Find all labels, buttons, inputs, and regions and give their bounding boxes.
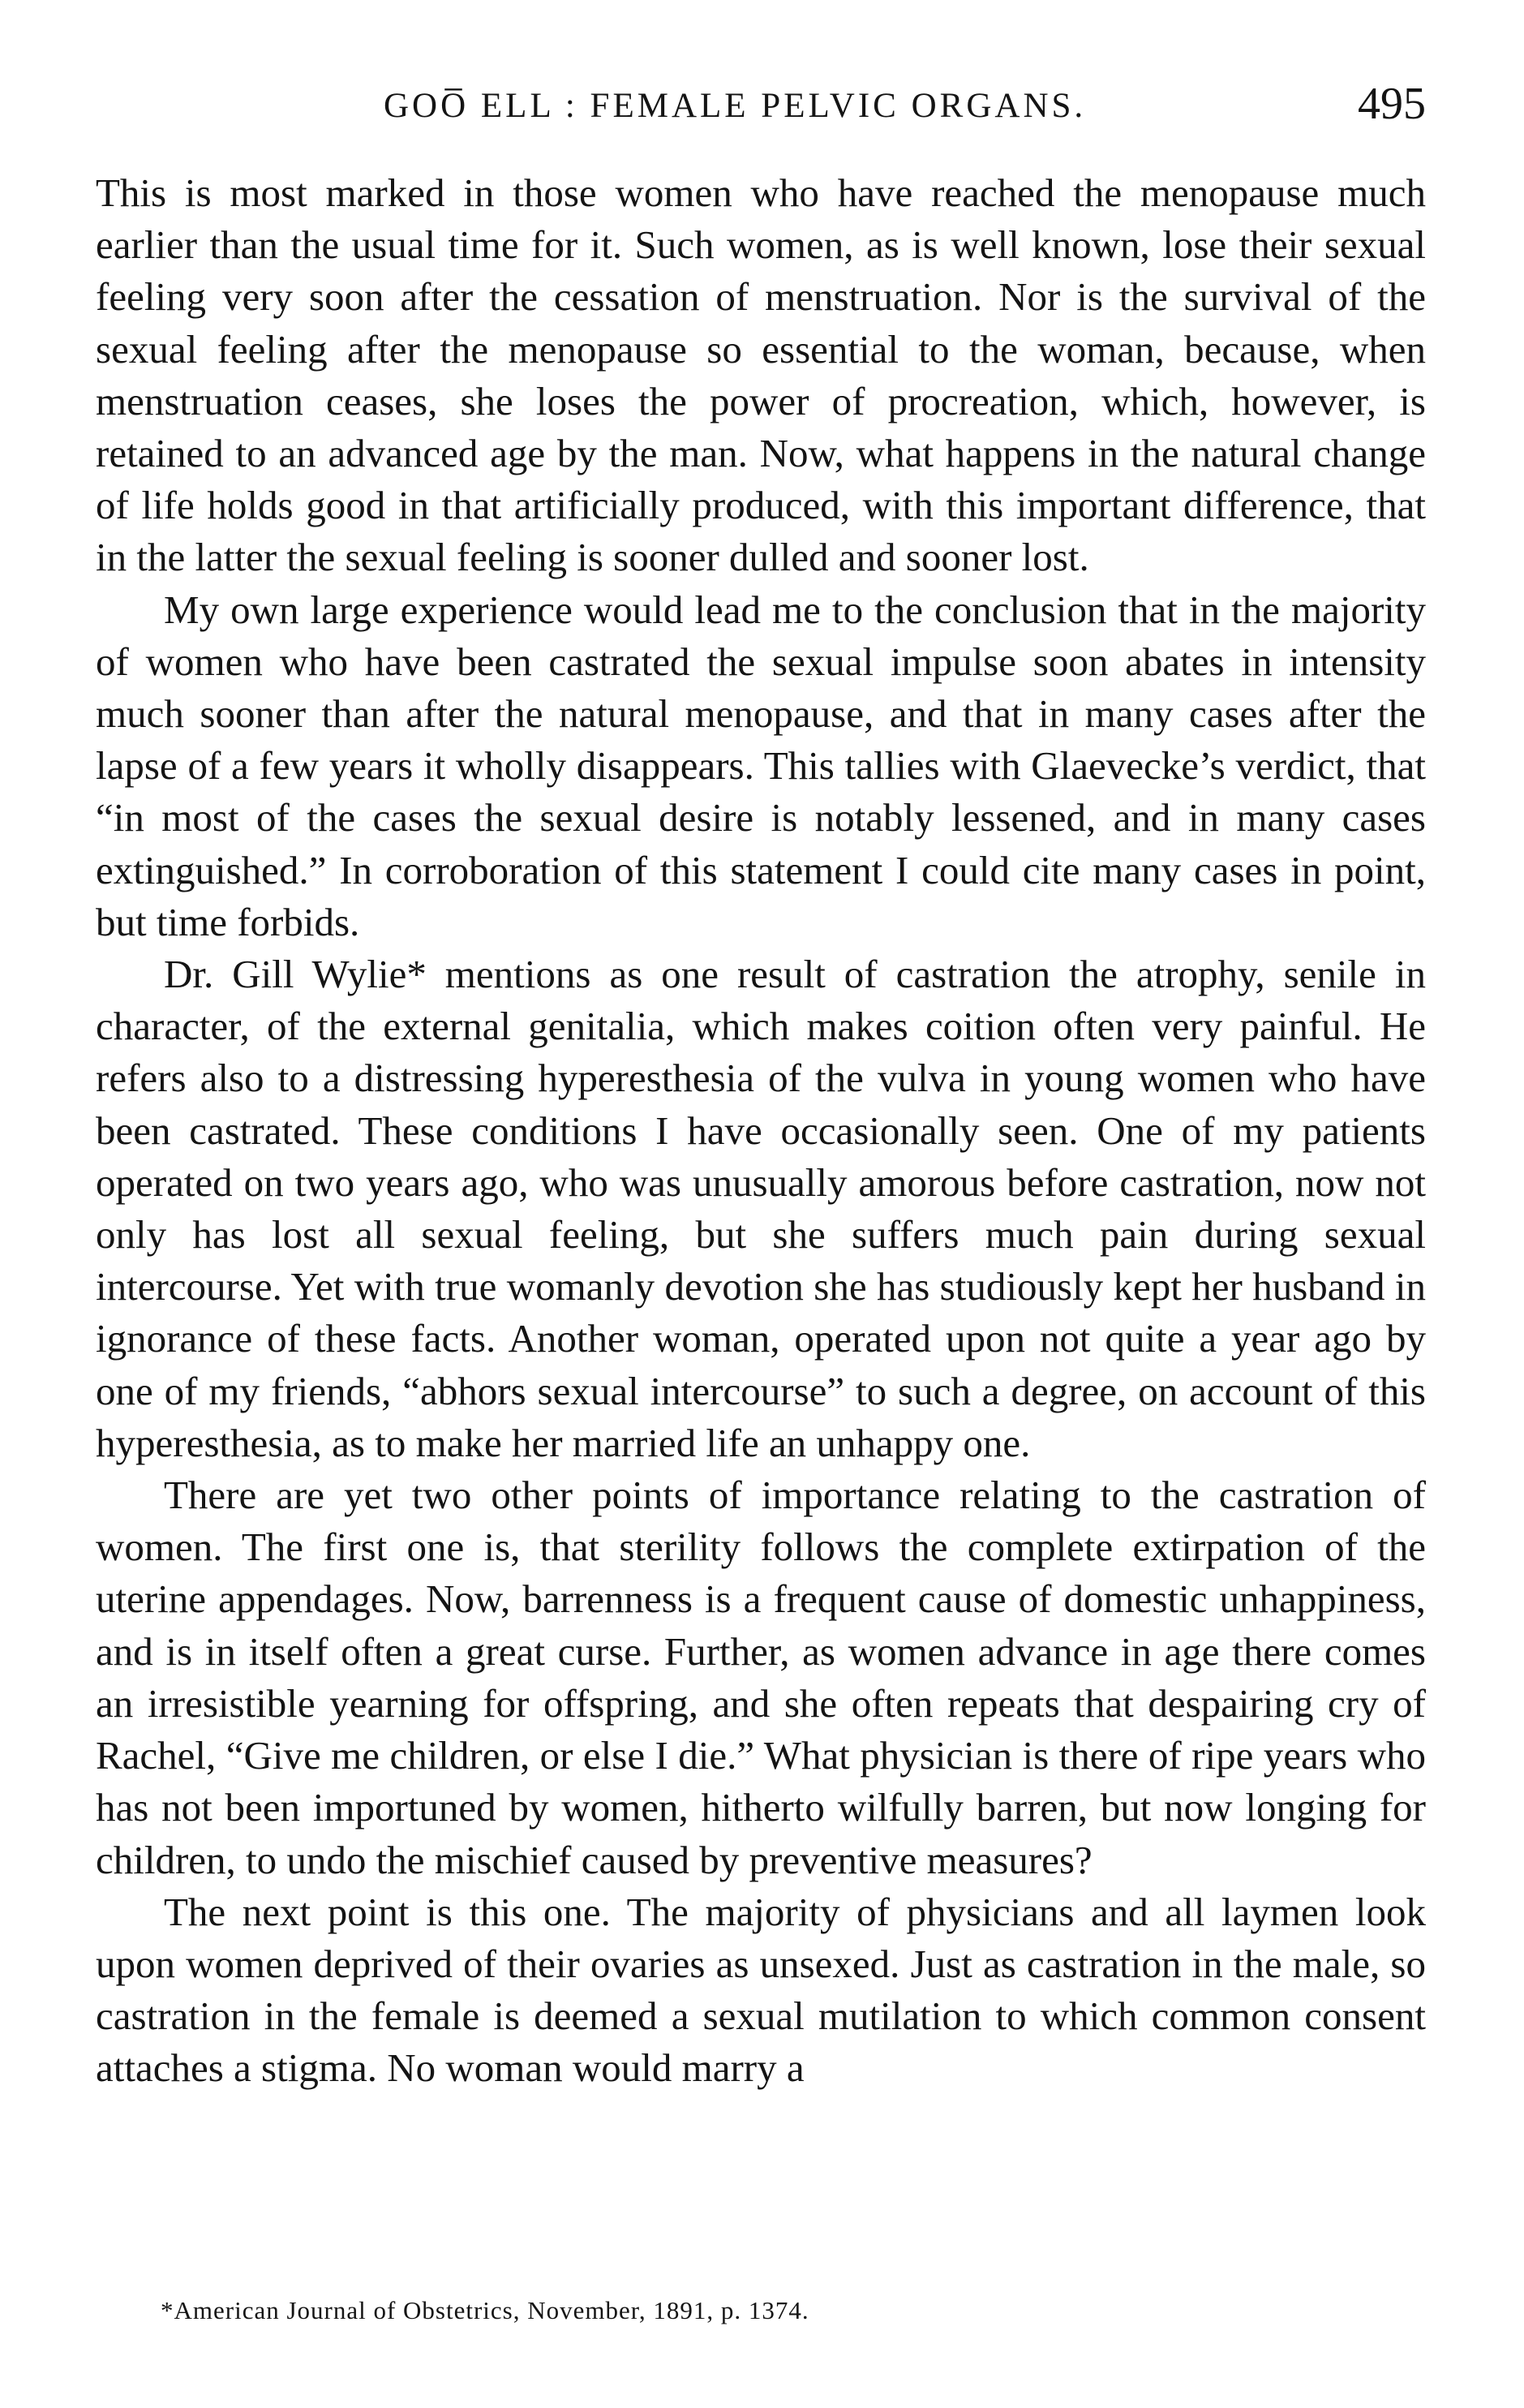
paragraph-wylie: Dr. Gill Wylie* mentions as one result of castration the atrophy, senile in character, of the external genitalia, which makes coition often very painful. He refers also to a distressing hyperesthesia of the vulva in young women who have been castrated. These conditions I have occasionally seen. One of my patients operated on two years ago, who was unusually amorous before castration, now not only has lost all sexual feeling, but she suffers much pain during sexual intercourse. Yet with true womanly devotion she has studiously kept her husband in ignorance of these facts. Another woman, operated upon not quite a year ago by one of my friends, “abhors sexual intercourse” to such a degree, on account of this hyperesthesia, as to make her married life an unhappy one. — [96, 952, 1426, 1465]
footnote: *American Journal of Obstetrics, November, 1891, p. 1374. — [161, 2296, 809, 2324]
paragraph-menopause: This is most marked in those women who have reached the menopause much earlier than the usual time for it. Such women, as is well known, lose their sexual feeling very soon after the cessation of menstruation. Nor is the survival of the sexual feeling after the menopause so essential to the woman, because, when menstruation ceases, she loses the power of procreation, which, however, is retained to an advanced age by the man. Now, what happens in the natural change of life holds good in that artificially produced, with this important difference, that in the latter the sexual feeling is sooner dulled and sooner lost. — [96, 170, 1426, 580]
body-text — [96, 167, 1426, 2095]
running-head — [96, 78, 1426, 143]
document-page — [96, 0, 1426, 2408]
running-title: GOO̅ ELL : FEMALE PELVIC ORGANS. — [384, 87, 1087, 125]
paragraph-unsexed: The next point is this one. The majority of physicians and all laymen look upon women deprived of their ovaries as unsexed. Just as castration in the male, so castration in the female is deemed a sexual mutilation to which common consent attaches a stigma. No woman would marry a — [96, 1889, 1426, 2091]
page-number: 495 — [1358, 79, 1426, 129]
paragraph-sterility: There are yet two other points of importance relating to the castration of women. The first one is, that sterility follows the complete extirpation of the uterine appendages. Now, barrenness is a frequent cause of domestic unhappiness, and is in itself often a great curse. Further, as women advance in age there comes an irresistible yearning for offspring, and she often repeats that despairing cry of Rachel, “Give me children, or else I die.” What physician is there of ripe years who has not been importuned by women, hitherto wilfully barren, but now longing for children, to undo the mischief caused by preventive measures? — [96, 1473, 1426, 1882]
paragraph-experience: My own large experience would lead me to the conclusion that in the majority of women who have been castrated the sexual impulse soon abates in intensity much sooner than after the natural menopause, and that in many cases after the lapse of a few years it wholly disappears. This tallies with Glaevecke’s verdict, that “in most of the cases the sexual desire is notably lessened, and in many cases extinguished.” In corroboration of this statement I could cite many cases in point, but time forbids. — [96, 587, 1426, 944]
